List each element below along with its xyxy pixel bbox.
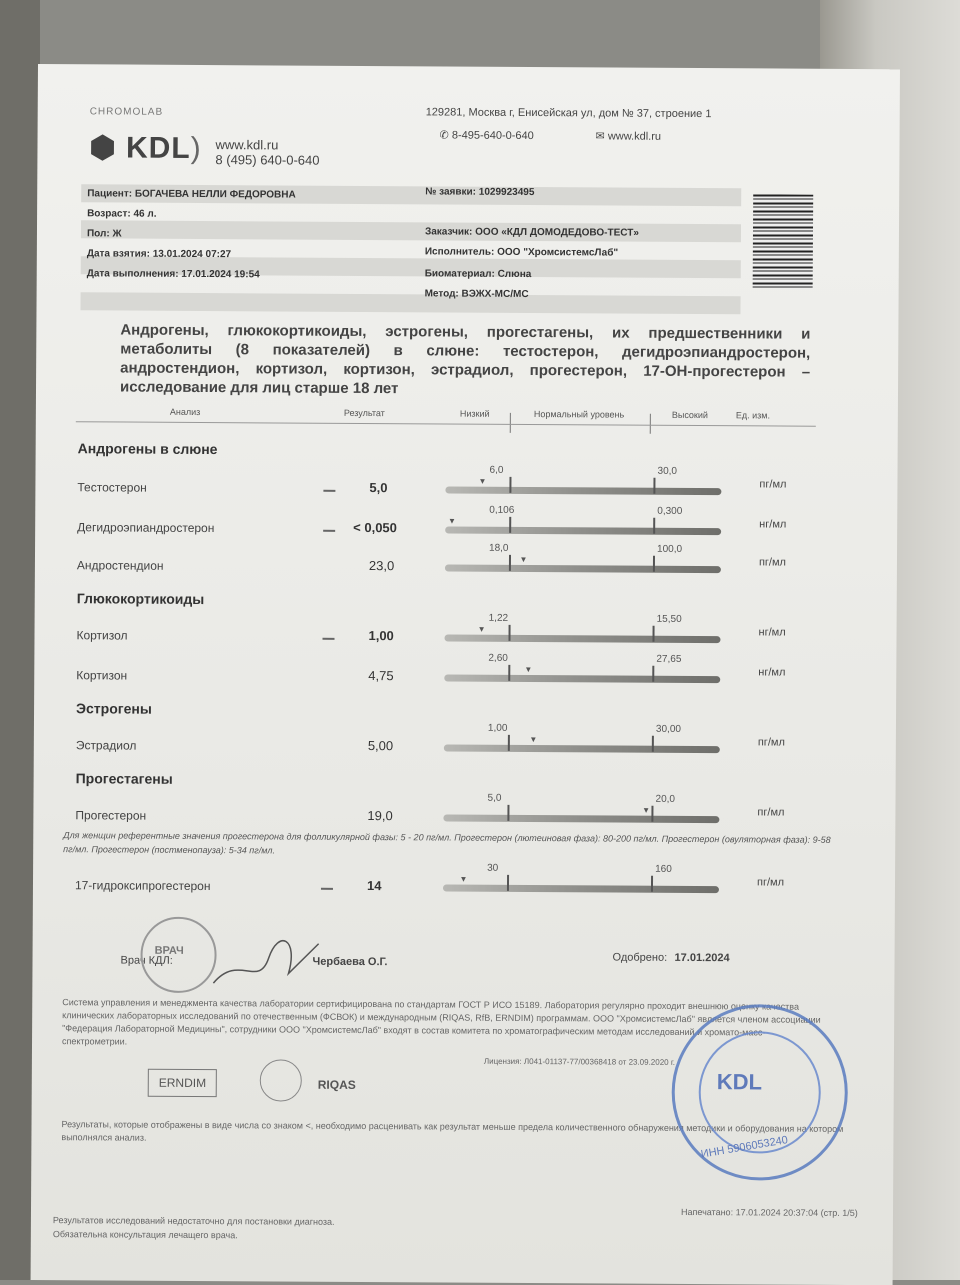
doctor-seal	[140, 917, 216, 993]
col-result: Результат	[343, 407, 385, 419]
lab-report-page	[31, 64, 900, 1285]
reference-scale	[445, 526, 721, 535]
result-marker: ▼	[459, 874, 468, 884]
high-bound-line	[652, 626, 654, 642]
high-bound-label: 30,0	[657, 465, 678, 477]
unit-label: нг/мл	[759, 518, 787, 531]
low-bound-line	[507, 875, 509, 891]
doctor-name: Чербаева О.Г.	[312, 955, 388, 969]
result-value: 19,0	[367, 808, 393, 824]
low-bound-line	[508, 735, 510, 751]
low-bound-label: 2,60	[488, 652, 508, 664]
high-bound-label: 27,65	[656, 653, 682, 665]
phone-icon: ✆	[439, 129, 452, 142]
high-bound-line	[652, 666, 654, 682]
reference-scale	[445, 564, 721, 573]
col-divider-high	[650, 414, 651, 434]
unit-label: нг/мл	[758, 666, 786, 679]
certification-text: Система управления и менеджмента качества лаборатории сертифицирована по стандартам ГОСТ Р ИСО 15189. Лаборатория регулярно проходит внешнюю оценку качества клинических лабораторных исследований по отечественным (ФСВОК) и международным (RIQAS, RfB, ERNDIM) программам. ООО "ХромсистемсЛаб" является членом ассоциации "Федерация Лабораторной Медицины", сотрудники ООО "ХромсистемсЛаб" входят в состав комитета по хроматографическим методам исследований и хромато-масс-спектрометрии.	[62, 997, 821, 1047]
col-analysis: Анализ	[169, 406, 201, 417]
high-bound-line	[653, 478, 655, 494]
header-phone: 8 (495) 640-0-640	[215, 152, 320, 168]
lab-stamp	[671, 1004, 848, 1181]
section-glucocorticoids: Глюкокортикоиды	[76, 590, 205, 608]
high-bound-label: 20,0	[655, 793, 676, 805]
analysis-name: Прогестерон	[75, 808, 147, 823]
unit-label: пг/мл	[758, 556, 787, 569]
low-flag-dash	[322, 638, 334, 640]
biomaterial: Биоматериал: Слюна	[424, 268, 532, 281]
section-androgens: Андрогены в слюне	[77, 440, 218, 458]
high-bound-line	[653, 556, 655, 572]
patient-info-block	[81, 182, 742, 306]
approved-label: Одобрено:	[612, 951, 668, 964]
low-flag-dash	[323, 530, 335, 532]
analysis-name: 17-гидроксипрогестерон	[74, 878, 211, 894]
result-marker: ▼	[447, 516, 456, 526]
result-marker: ▼	[529, 735, 538, 745]
col-low: Низкий	[459, 408, 490, 419]
high-bound-line	[651, 876, 653, 892]
high-bound-label: 0,300	[657, 505, 683, 517]
reference-scale	[443, 884, 719, 893]
result-value: 5,0	[369, 480, 388, 496]
result-value: 23,0	[368, 558, 395, 574]
reference-scale	[444, 674, 720, 683]
approved-date: 17.01.2024	[674, 951, 730, 965]
unit-label: пг/мл	[757, 806, 785, 819]
date-taken: Дата взятия: 13.01.2024 07:27	[86, 248, 232, 261]
globe-icon: ✉	[595, 130, 608, 143]
high-bound-label: 100,0	[657, 543, 683, 555]
reference-scale	[444, 744, 720, 753]
patient-name: Пациент: БОГАЧЕВА НЕЛЛИ ФЕДОРОВНА	[87, 188, 296, 201]
header-site2-text: www.kdl.ru	[607, 130, 662, 143]
reference-scale	[443, 814, 719, 823]
analysis-name: Кортизол	[76, 628, 128, 643]
analysis-name: Эстрадиол	[75, 738, 137, 753]
doctor-label: Врач КДЛ:	[120, 954, 173, 967]
lab-stamp-brand: KDL	[716, 1069, 763, 1095]
erndim-logo: ERNDIM	[148, 1069, 218, 1097]
low-bound-label: 18,0	[489, 542, 509, 554]
low-bound-label: 1,00	[487, 722, 508, 734]
order-number: № заявки: 1029923495	[425, 186, 535, 199]
doctor-signature	[208, 933, 328, 994]
low-bound-line	[508, 625, 510, 641]
high-bound-line	[652, 736, 654, 752]
low-bound-label: 1,22	[488, 612, 509, 624]
riqas-logo: RIQAS	[317, 1077, 356, 1092]
lab-stamp-inn: ИНН 5906053240	[700, 1134, 789, 1161]
analysis-name: Андростендион	[76, 558, 164, 573]
low-bound-line	[508, 665, 510, 681]
unit-label: нг/мл	[758, 626, 786, 639]
disclaimer-2: Обязательна консультация лечащего врача.	[52, 1229, 238, 1241]
customer: Заказчик: ООО «КДЛ ДОМОДЕДОВО-ТЕСТ»	[424, 226, 639, 239]
date-done: Дата выполнения: 17.01.2024 19:54	[86, 268, 260, 281]
low-flag-dash	[323, 490, 335, 492]
patient-age: Возраст: 46 л.	[87, 208, 157, 220]
kdl-logo: ⬢ KDL)	[89, 131, 202, 166]
section-progestagens: Прогестагены	[75, 770, 173, 787]
header-phone2-text: 8-495-640-0-640	[451, 129, 534, 143]
low-bound-label: 6,0	[489, 464, 504, 476]
kdl-logo-text: KDL	[125, 131, 191, 165]
header-site-secondary	[596, 129, 662, 142]
kdl-logo-icon: ⬢	[89, 131, 117, 165]
header-site: www.kdl.ru	[215, 137, 279, 153]
header-address: 129281, Москва г, Енисейская ул, дом № 37, строение 1	[425, 106, 712, 121]
unit-label: пг/мл	[756, 876, 785, 889]
result-marker: ▼	[642, 805, 651, 815]
analysis-name: Кортизон	[76, 668, 128, 683]
low-bound-label: 5,0	[487, 792, 502, 804]
high-bound-label: 30,00	[655, 723, 682, 735]
low-bound-line	[507, 805, 509, 821]
result-value: 1,00	[368, 628, 394, 644]
col-high: Высокий	[671, 409, 708, 421]
section-estrogens: Эстрогены	[76, 700, 152, 717]
info-row-3	[81, 220, 741, 242]
progesterone-note: Для женщин референтные значения прогестерона для фолликулярной фазы: 5 - 20 пг/мл. Прогестерон (лютеиновая фаза): 80-200 пг/мл. Прогестерон (овуляторная фаза): 9-58 пг/мл. Прогестерон (постменопауза): 5-34 пг/мл.	[63, 830, 831, 856]
result-value: 4,75	[368, 668, 394, 684]
method: Метод: ВЭЖХ-МС/МС	[424, 288, 529, 301]
unit-label: пг/мл	[757, 736, 785, 749]
high-bound-line	[653, 518, 655, 534]
less-than-note: Результаты, которые отображены в виде числа со знаком <, необходимо расценивать как результат меньше предела количественного обнаружения методики и оборудования на котором выполнялся анализ.	[61, 1119, 844, 1143]
header-rule	[76, 421, 816, 427]
low-bound-line	[509, 555, 511, 571]
chromolab-logo: CHROMOLAB	[89, 106, 164, 118]
low-bound-label: 0,106	[489, 504, 515, 516]
federation-logo	[260, 1059, 302, 1101]
unit-label: пг/мл	[759, 478, 787, 491]
col-normal: Нормальный уровень	[533, 409, 625, 420]
result-value: 14	[366, 878, 382, 894]
result-value: 5,00	[367, 738, 394, 754]
printed-text: Напечатано: 17.01.2024 20:37:04 (стр. 1/5)	[680, 1206, 858, 1219]
result-value: < 0,050	[353, 519, 397, 536]
header-phone-secondary	[440, 128, 534, 142]
doctor-seal-text: ВРАЧ	[154, 944, 184, 957]
high-bound-line	[651, 806, 653, 822]
report-title: Андрогены, глюкокортикоиды, эстрогены, прогестагены, их предшественники и метаболиты (8 показателей) в слюне: тестостерон, дегидроэпиандростерон, андростендион, кортизол, кортизон, эстрадиол, прогестерон, 17-ОН-прогестерон – исследование для лиц старше 18 лет	[119, 321, 811, 398]
low-flag-dash	[321, 888, 333, 890]
col-unit: Ед. изм.	[735, 410, 771, 421]
patient-sex: Пол: Ж	[86, 228, 122, 240]
disclaimer-1: Результатов исследований недостаточно для постановки диагноза.	[52, 1215, 335, 1227]
low-bound-label: 30	[487, 862, 499, 874]
analysis-name: Тестостерон	[77, 480, 147, 495]
result-marker: ▼	[478, 476, 487, 486]
low-bound-line	[509, 477, 511, 493]
result-marker: ▼	[524, 664, 533, 675]
executor: Исполнитель: ООО "ХромсистемсЛаб"	[424, 246, 619, 259]
reference-scale	[444, 634, 720, 643]
high-bound-label: 15,50	[656, 613, 682, 625]
result-marker: ▼	[477, 624, 486, 634]
high-bound-label: 160	[655, 863, 672, 875]
license-text: Лицензия: Л041-01137-77/00368418 от 23.09.2020 г.	[483, 1056, 676, 1067]
result-marker: ▼	[519, 554, 528, 564]
reference-scale	[445, 486, 721, 495]
low-bound-line	[509, 517, 511, 533]
barcode	[753, 194, 814, 288]
info-row-7	[80, 292, 740, 314]
analysis-name: Дегидроэпиандростерон	[77, 520, 215, 536]
